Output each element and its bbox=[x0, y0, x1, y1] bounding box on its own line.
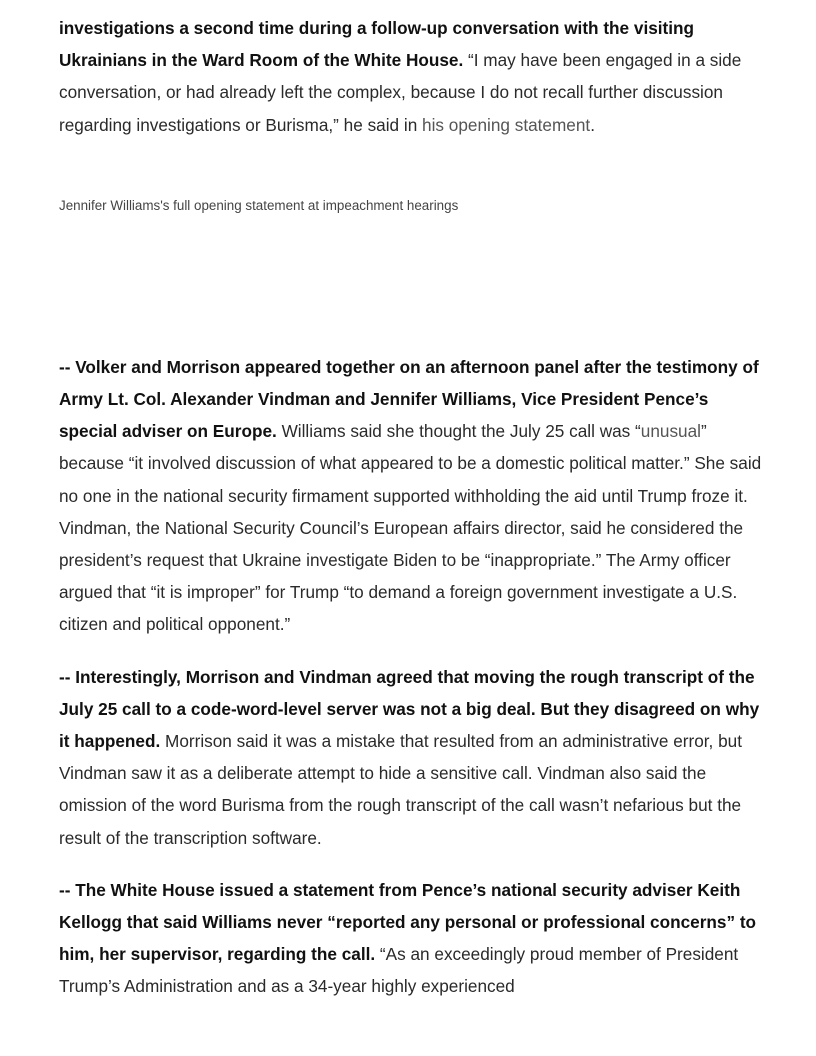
paragraph-lead-bold: -- The White House issued a statement from Pence’s national security adviser Keith Kellogg that said Williams never “reported any personal or professional concerns” to him, her supervisor, regarding the call. bbox=[59, 879, 757, 965]
unusual-link[interactable]: unusual bbox=[640, 421, 701, 442]
paragraph-text: Morrison said it was a mistake that resulted from an administrative error, but Vindman saw it as a deliberate attempt to hide a sensitive call. Vindman also said the omission of the word Burisma from the rough transcript of the call wasn’t nefarious but the result of the transcription software. bbox=[59, 731, 742, 848]
paragraph-text: “As an exceedingly proud member of President Trump’s Administration and as a 34-year highly experienced bbox=[59, 944, 739, 997]
paragraph-transcript-server bbox=[59, 661, 769, 854]
paragraph-opening-statement bbox=[59, 12, 769, 141]
paragraph-text: Williams said she thought the July 25 call was “ bbox=[276, 421, 641, 442]
video-caption: Jennifer Williams's full opening statement at impeachment hearings bbox=[59, 197, 459, 213]
paragraph-volker-morrison bbox=[59, 351, 769, 641]
paragraph-lead-bold: -- Interestingly, Morrison and Vindman agreed that moving the rough transcript of the July 25 call to a code-word-level server was not a big deal. But they disagreed on why it happened. bbox=[59, 666, 760, 752]
paragraph-lead-bold: -- Volker and Morrison appeared together on an afternoon panel after the testimony of Army Lt. Col. Alexander Vindman and Jennifer Williams, Vice President Pence’s special adviser on Europe. bbox=[59, 356, 759, 442]
paragraph-text: ” because “it involved discussion of what appeared to be a domestic political matter.” She said no one in the national security firmament supported withholding the aid until Trump froze it. Vindman, the National Security Council’s European affairs director, said he considered the president’s request that Ukraine investigate Biden to be “inappropriate.” The Army officer argued that “it is improper” for Trump “to demand a foreign government investigate a U.S. citizen and political opponent.” bbox=[59, 421, 762, 635]
paragraph-lead-bold: investigations a second time during a follow-up conversation with the visiting Ukrainians in the Ward Room of the White House. bbox=[59, 18, 695, 71]
article-body bbox=[59, 12, 769, 1003]
paragraph-kellogg-statement bbox=[59, 874, 769, 1003]
embedded-video[interactable] bbox=[59, 141, 769, 351]
paragraph-text: “I may have been engaged in a side conversation, or had already left the complex, because I do not recall further discussion regarding investigations or Burisma,” he said in bbox=[59, 50, 742, 135]
paragraph-text: . bbox=[590, 114, 595, 135]
opening-statement-link[interactable]: his opening statement bbox=[422, 114, 591, 135]
